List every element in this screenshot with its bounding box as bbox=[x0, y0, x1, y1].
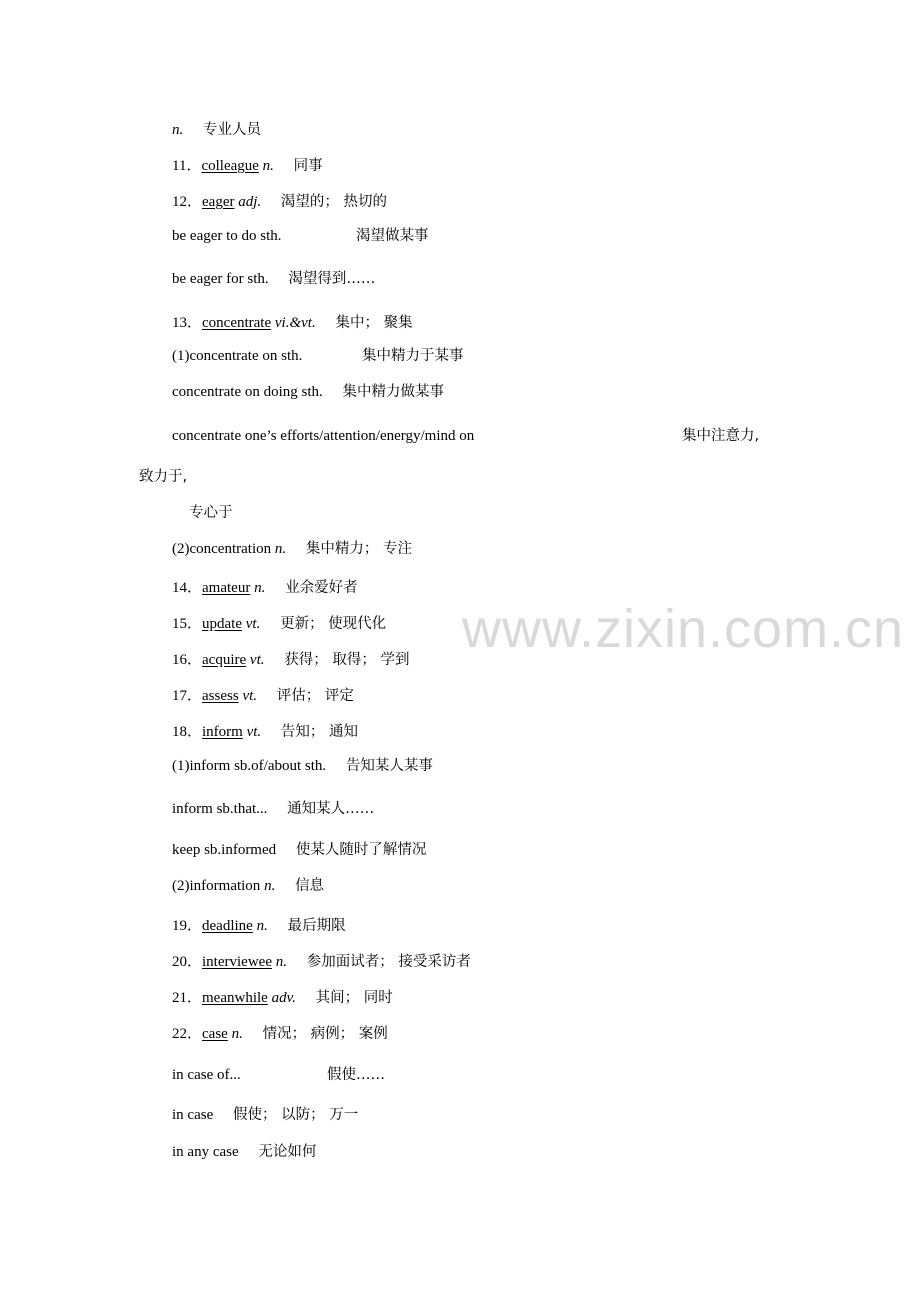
phrase-line bbox=[172, 382, 444, 402]
headword: meanwhile bbox=[202, 990, 268, 1006]
meaning: 渴望做某事 bbox=[356, 228, 429, 244]
meaning: 情况； 病例； 案例 bbox=[262, 1026, 388, 1042]
headword: colleague bbox=[201, 158, 259, 174]
phrase-line bbox=[172, 269, 375, 289]
entry-number: 18． bbox=[172, 724, 203, 740]
phrase-line bbox=[172, 346, 464, 366]
headword: inform bbox=[202, 724, 243, 740]
part-of-speech: n. bbox=[231, 1026, 243, 1042]
part-of-speech: n. bbox=[274, 541, 287, 557]
phrase-line bbox=[172, 539, 412, 559]
meaning: 获得； 取得； 学到 bbox=[284, 652, 410, 668]
meaning: 集中精力； 专注 bbox=[305, 541, 412, 557]
phrase: in any case bbox=[172, 1144, 239, 1160]
vocab-entry-17 bbox=[172, 686, 354, 706]
phrase: (2)concentration bbox=[172, 541, 272, 557]
vocab-entry-13 bbox=[172, 313, 413, 333]
meaning: 业余爱好者 bbox=[285, 580, 358, 596]
phrase-line bbox=[172, 756, 433, 776]
phrase: in case bbox=[172, 1107, 214, 1123]
continuation-line bbox=[139, 467, 187, 487]
meaning: 同事 bbox=[293, 158, 323, 174]
vocab-entry-16 bbox=[172, 650, 409, 670]
headword: case bbox=[202, 1026, 228, 1042]
meaning: 告知； 通知 bbox=[280, 724, 359, 740]
headword: interviewee bbox=[202, 954, 272, 970]
continuation-line bbox=[189, 503, 233, 523]
phrase: inform sb.that... bbox=[172, 801, 268, 817]
meaning: 假使…… bbox=[327, 1067, 385, 1083]
phrase: be eager for sth. bbox=[172, 271, 269, 287]
meaning: 通知某人…… bbox=[287, 801, 375, 817]
part-of-speech: n. bbox=[262, 158, 274, 174]
part-of-speech: n. bbox=[172, 122, 184, 138]
part-of-speech: n. bbox=[275, 954, 287, 970]
phrase: (1)inform sb.of/about sth. bbox=[172, 758, 327, 774]
meaning: 假使； 以防； 万一 bbox=[232, 1107, 359, 1123]
headword: eager bbox=[202, 194, 235, 210]
part-of-speech: n. bbox=[254, 580, 266, 596]
headword: deadline bbox=[202, 918, 253, 934]
entry-number: 17． bbox=[172, 688, 203, 704]
entry-number: 19． bbox=[172, 918, 203, 934]
part-of-speech: n. bbox=[264, 878, 276, 894]
phrase-line bbox=[172, 226, 429, 246]
meaning: 集中精力于某事 bbox=[362, 348, 464, 364]
entry-number: 11． bbox=[172, 158, 202, 174]
watermark-text: www.zixin.com.cn bbox=[462, 599, 905, 659]
phrase: concentrate on doing sth. bbox=[172, 384, 323, 400]
part-of-speech: vt. bbox=[246, 724, 262, 740]
meaning-continuation: 专心于 bbox=[189, 505, 233, 521]
meaning: 最后期限 bbox=[287, 918, 346, 934]
meaning: 评估； 评定 bbox=[276, 688, 354, 704]
vocab-entry-12 bbox=[172, 192, 387, 212]
meaning: 更新； 使现代化 bbox=[280, 616, 387, 632]
phrase: (2)information bbox=[172, 878, 261, 894]
meaning: 其间； 同时 bbox=[315, 990, 393, 1006]
phrase-line bbox=[172, 876, 324, 896]
vocab-entry-0 bbox=[172, 120, 261, 140]
part-of-speech: adj. bbox=[238, 194, 262, 210]
entry-number: 14． bbox=[172, 580, 203, 596]
meaning: 告知某人某事 bbox=[345, 758, 433, 774]
meaning: 使某人随时了解情况 bbox=[295, 842, 427, 858]
entry-number: 13． bbox=[172, 315, 203, 331]
phrase: keep sb.informed bbox=[172, 842, 277, 858]
phrase-line bbox=[172, 1142, 316, 1162]
phrase: concentrate one’s efforts/attention/energy/mind on bbox=[172, 428, 475, 444]
phrase: be eager to do sth. bbox=[172, 228, 282, 244]
vocab-entry-18 bbox=[172, 722, 358, 742]
headword: assess bbox=[202, 688, 239, 704]
meaning: 集中注意力, bbox=[682, 428, 760, 444]
vocab-entry-15 bbox=[172, 614, 386, 634]
phrase: (1)concentrate on sth. bbox=[172, 348, 303, 364]
part-of-speech: vt. bbox=[249, 652, 265, 668]
vocab-entry-19 bbox=[172, 916, 346, 936]
entry-number: 15． bbox=[172, 616, 203, 632]
headword: concentrate bbox=[202, 315, 272, 331]
part-of-speech: adv. bbox=[271, 990, 296, 1006]
phrase-line bbox=[172, 1065, 385, 1085]
vocab-entry-11 bbox=[172, 156, 323, 176]
meaning: 渴望的； 热切的 bbox=[280, 194, 388, 210]
entry-number: 20． bbox=[172, 954, 203, 970]
entry-number: 22． bbox=[172, 1026, 203, 1042]
meaning: 集中； 聚集 bbox=[335, 315, 413, 331]
meaning: 无论如何 bbox=[258, 1144, 317, 1160]
entry-number: 21． bbox=[172, 990, 203, 1006]
entry-number: 12． bbox=[172, 194, 203, 210]
entry-number: 16． bbox=[172, 652, 203, 668]
headword: acquire bbox=[202, 652, 247, 668]
vocab-entry-14 bbox=[172, 578, 358, 598]
part-of-speech: n. bbox=[256, 918, 268, 934]
vocab-entry-20 bbox=[172, 952, 471, 972]
meaning: 信息 bbox=[295, 878, 325, 894]
phrase-line bbox=[172, 799, 374, 819]
meaning: 渴望得到…… bbox=[288, 271, 376, 287]
headword: amateur bbox=[202, 580, 251, 596]
vocab-entry-21 bbox=[172, 988, 393, 1008]
phrase-line bbox=[172, 426, 759, 446]
part-of-speech: vt. bbox=[242, 688, 258, 704]
part-of-speech: vi.&vt. bbox=[274, 315, 316, 331]
meaning: 专业人员 bbox=[203, 122, 261, 138]
meaning-continuation: 致力于, bbox=[139, 469, 188, 485]
phrase: in case of... bbox=[172, 1067, 241, 1083]
phrase-line bbox=[172, 1105, 358, 1125]
headword: update bbox=[202, 616, 242, 632]
phrase-line bbox=[172, 840, 426, 860]
part-of-speech: vt. bbox=[245, 616, 261, 632]
meaning: 集中精力做某事 bbox=[342, 384, 445, 400]
vocab-entry-22 bbox=[172, 1024, 388, 1044]
meaning: 参加面试者； 接受采访者 bbox=[306, 954, 471, 970]
